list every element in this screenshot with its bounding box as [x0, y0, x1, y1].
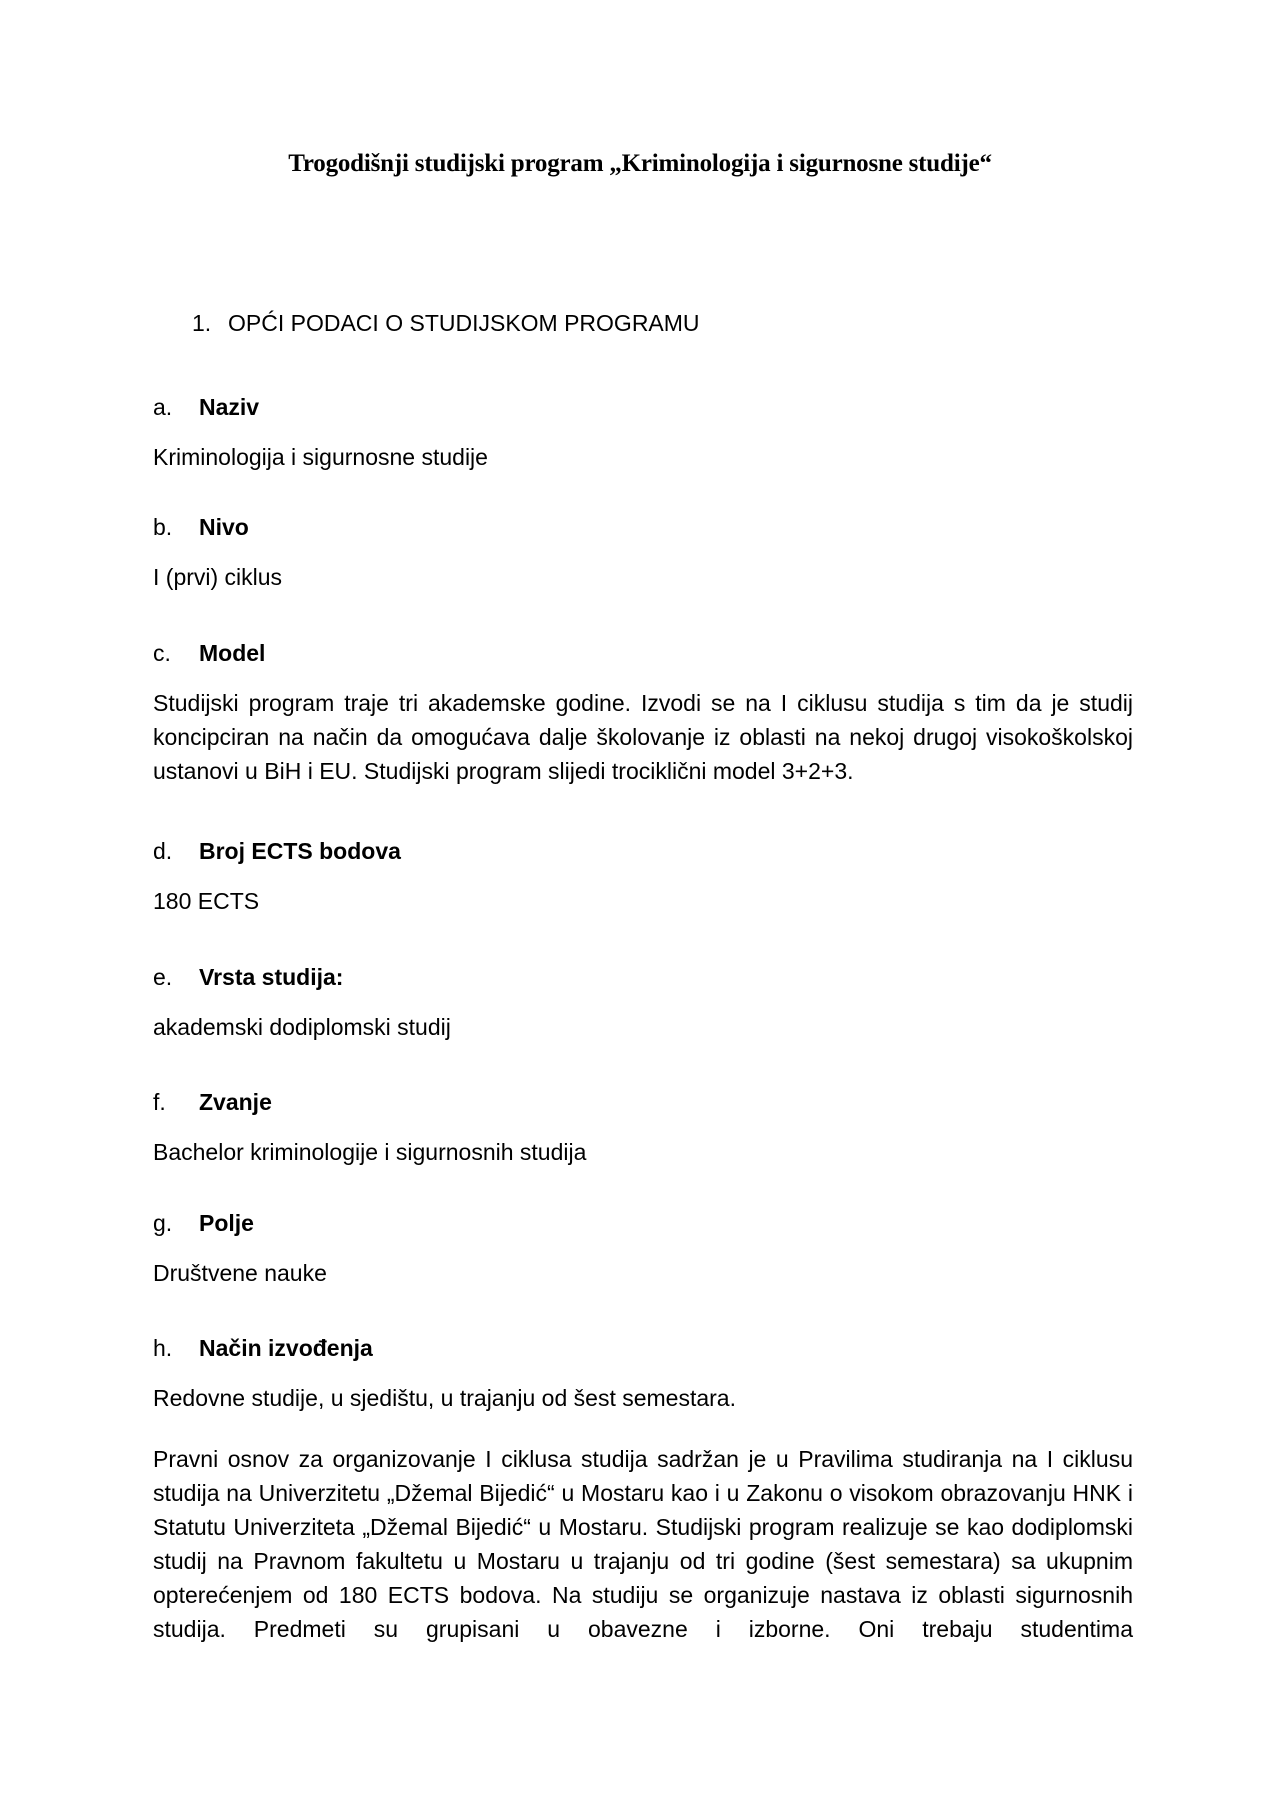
item-label: Nivo	[199, 514, 249, 540]
item-label: Naziv	[199, 394, 260, 420]
item-value: Bachelor kriminologije i sigurnosnih studija	[153, 1139, 587, 1165]
item-heading	[153, 1333, 1133, 1363]
item-heading	[153, 1208, 1133, 1238]
item-letter: e.	[153, 964, 173, 990]
item-letter: c.	[153, 640, 171, 666]
item-naziv	[153, 392, 1133, 474]
item-label: Polje	[199, 1210, 254, 1236]
item-letter: b.	[153, 514, 173, 540]
item-label: Zvanje	[199, 1089, 272, 1115]
item-letter: f.	[153, 1089, 166, 1115]
section-heading	[192, 310, 700, 337]
item-value: Kriminologija i sigurnosne studije	[153, 444, 488, 470]
section-number: 1.	[192, 310, 212, 336]
item-vrsta-studija	[153, 962, 1133, 1044]
item-nivo	[153, 512, 1133, 594]
item-letter: h.	[153, 1335, 173, 1361]
item-value: Studijski program traje tri akademske godine. Izvodi se na I ciklusu studija s tim da je studij koncipciran na način da omogućava dalje školovanje iz oblasti na nekoj drugoj visokoškolskoj ustanovi u BiH i EU. Studijski program slijedi trociklični model 3+2+3.	[153, 690, 1133, 784]
item-letter: d.	[153, 838, 173, 864]
item-value: I (prvi) ciklus	[153, 564, 283, 590]
item-letter: a.	[153, 394, 173, 420]
item-letter: g.	[153, 1210, 173, 1236]
item-model	[153, 638, 1133, 788]
item-label: Model	[199, 640, 266, 666]
item-label: Način izvođenja	[199, 1335, 373, 1361]
item-value: akademski dodiplomski studij	[153, 1014, 451, 1040]
item-ects	[153, 836, 1133, 918]
item-heading	[153, 1087, 1133, 1117]
item-label: Broj ECTS bodova	[199, 838, 401, 864]
item-heading	[153, 638, 1133, 668]
item-label: Vrsta studija:	[199, 964, 344, 990]
item-heading	[153, 512, 1133, 542]
document-title: Trogodišnji studijski program „Kriminologija i sigurnosne studije“	[288, 150, 992, 177]
item-value: 180 ECTS	[153, 888, 260, 914]
item-value: Društvene nauke	[153, 1260, 327, 1286]
section-heading-text: OPĆI PODACI O STUDIJSKOM PROGRAMU	[228, 310, 700, 336]
body-paragraph: Pravni osnov za organizovanje I ciklusa studija sadržan je u Pravilima studiranja na I ciklusu studija na Univerzitetu „Džemal Bijedić“ u Mostaru kao i u Zakonu o visokom obrazovanju HNK i Statutu Univerziteta „Džemal Bijedić“ u Mostaru. Studijski program realizuje se kao dodiplomski studij na Pravnom fakultetu u Mostaru u trajanju od tri godine (šest semestara) sa ukupnim opterećenjem od 180 ECTS bodova. Na studiju se organizuje nastava iz oblasti sigurnosnih studija. Predmeti su grupisani u obavezne i izborne. Oni trebaju studentima	[153, 1446, 1133, 1642]
item-heading	[153, 836, 1133, 866]
item-zvanje	[153, 1087, 1133, 1169]
item-value: Redovne studije, u sjedištu, u trajanju od šest semestara.	[153, 1385, 736, 1411]
item-heading	[153, 392, 1133, 422]
item-heading	[153, 962, 1133, 992]
item-nacin-izvodjenja	[153, 1333, 1133, 1415]
item-polje	[153, 1208, 1133, 1290]
